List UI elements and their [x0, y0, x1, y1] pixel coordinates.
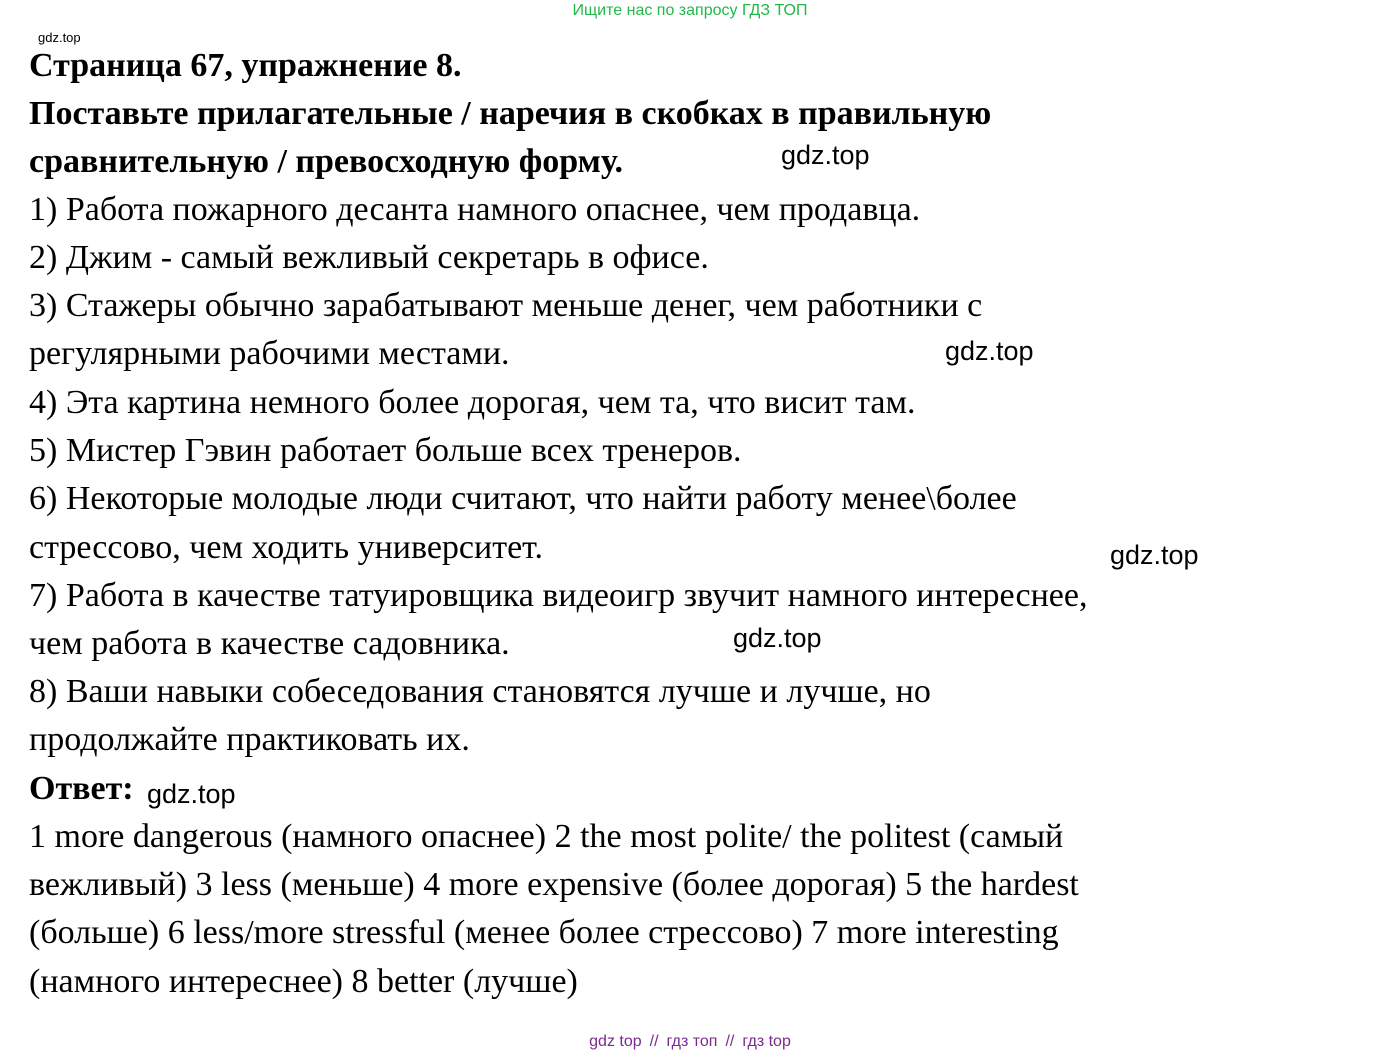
item-line: 3) Стажеры обычно зарабатывают меньше денег, чем работники с: [29, 287, 983, 324]
item-line: стрессово, чем ходить университет.: [29, 529, 543, 566]
item-line: 6) Некоторые молодые люди считают, что найти работу менее\более: [29, 480, 1017, 517]
item-line: чем работа в качестве садовника.: [29, 625, 510, 662]
answer-line: вежливый) 3 less (меньше) 4 more expensive (более дорогая) 5 the hardest: [29, 866, 1079, 903]
footer-separator: //: [649, 1033, 659, 1050]
footer-link-1[interactable]: gdz top: [589, 1033, 642, 1050]
footer-link-2[interactable]: гдз топ: [666, 1033, 718, 1050]
answer-line: (намного интереснее) 8 better (лучше): [29, 963, 578, 1000]
instruction-line-2: сравнительную / превосходную форму.: [29, 143, 623, 180]
item-line: 5) Мистер Гэвин работает больше всех тренеров.: [29, 432, 742, 469]
item-line: продолжайте практиковать их.: [29, 721, 470, 758]
watermark: gdz.top: [147, 779, 236, 809]
item-line: 2) Джим - самый вежливый секретарь в офисе.: [29, 239, 709, 276]
footer-link-3[interactable]: гдз top: [742, 1033, 791, 1050]
item-line: 8) Ваши навыки собеседования становятся лучше и лучше, но: [29, 673, 931, 710]
footer-separator: //: [725, 1033, 735, 1050]
watermark-small: gdz.top: [38, 30, 81, 45]
item-line: 1) Работа пожарного десанта намного опаснее, чем продавца.: [29, 191, 921, 228]
item-line: регулярными рабочими местами.: [29, 335, 510, 372]
item-line: 7) Работа в качестве татуировщика видеоигр звучит намного интереснее,: [29, 577, 1088, 614]
item-line: 4) Эта картина немного более дорогая, чем та, что висит там.: [29, 384, 916, 421]
watermark: gdz.top: [1110, 540, 1199, 570]
answer-label: Ответ:: [29, 770, 134, 807]
exercise-title: Страница 67, упражнение 8.: [29, 47, 462, 84]
top-banner: Ищите нас по запросу ГДЗ ТОП: [572, 2, 808, 19]
watermark: gdz.top: [733, 623, 822, 653]
watermark: gdz.top: [945, 336, 1034, 366]
footer: [0, 1033, 1380, 1051]
answer-line: 1 more dangerous (намного опаснее) 2 the most polite/ the politest (самый: [29, 818, 1064, 855]
instruction-line-1: Поставьте прилагательные / наречия в скобках в правильную: [29, 95, 992, 132]
watermark: gdz.top: [781, 140, 870, 170]
answer-line: (больше) 6 less/more stressful (менее более стрессово) 7 more interesting: [29, 914, 1059, 951]
